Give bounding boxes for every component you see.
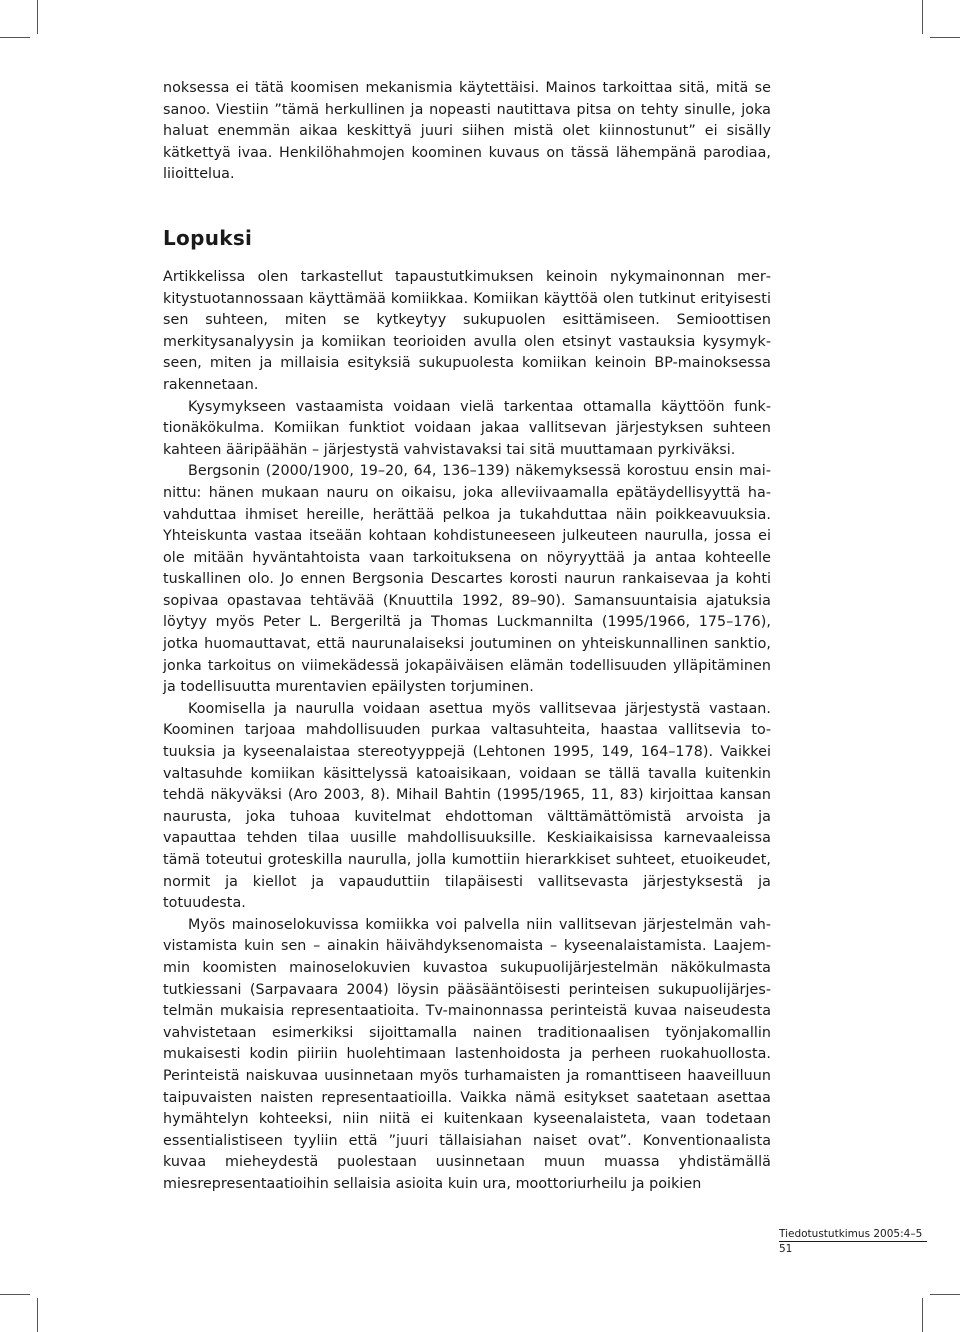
section-heading: Lopuksi	[163, 225, 253, 250]
crop-mark-right-bottom	[930, 1294, 960, 1295]
crop-mark-left-bottom	[0, 1294, 30, 1295]
crop-mark-left-top	[0, 37, 30, 38]
crop-mark-bottom-right	[922, 1298, 923, 1332]
paragraph-3: Bergsonin (2000/1900, 19–20, 64, 136–139) näkemyksessä korostuu ensin mainittu: hänen mukaan nauru on oikaisu, joka alleviivaamalla epätäydellisyyttä havahduttaa ihmiset hereille, herättää pelkoa ja tukahduttaa näin poikkeavuuksia. Yhteiskunta vastaa itseään kohtaan kohdistuneeseen julkeuteen naurulla, jossa ei ole mitään hyväntahtoista vaan tarkoituksena on nöyryyttää ja antaa kohteelle tuskallinen olo. Jo ennen Bergsonia Descartes korosti naurun rankaisevaa ja kohti sopivaa opastavaa tehtävää (Knuuttila 1992, 89–90). Samansuuntaisia ajatuksia löytyy myös Peter L. Bergeriltä ja Thomas Luckmannilta (1995/1966, 175–176), jotka huomauttavat, että naurunalaiseksi joutuminen on yhteiskunnallinen sanktio, jonka tarkoitus on viimekädessä jokapäiväisen elämän todellisuuden ylläpitäminen ja todellisuutta murentavien epäilysten torjuminen.	[163, 463, 771, 696]
journal-citation: Tiedotustutkimus 2005:4–5	[779, 1228, 927, 1242]
paragraph-1: Artikkelissa olen tarkastellut tapaustutkimuksen keinoin nykymainonnan merkitystuotannossaan käyttämää komiikkaa. Komiikan käyttöä olen tutkinut erityisesti sen suhteen, miten se kytkeytyy sukupuolen esittämiseen. Semioottisen merkitysanalyysin ja komiikan teorioiden avulla olen etsinyt vastauksia kysymykseen, miten ja millaisia esityksiä sukupuolesta komiikan keinoin BP-mainoksessa rakennetaan.	[163, 268, 771, 393]
paragraph-continued: noksessa ei tätä koomisen mekanismia käytettäisi. Mainos tarkoittaa sitä, mitä se sanoo. Viestiin ”tämä herkullinen ja nopeasti nautittava pitsa on tehty sinulle, joka haluat enemmän aikaa keskittyä juuri siihen mistä olet kiinnostunut” ei sisälly kätkettyä ivaa. Henkilöhahmojen koominen kuvaus on tässä lähempänä parodiaa, liioittelua.	[163, 80, 771, 183]
crop-mark-right-top	[930, 37, 960, 38]
page-number: 51	[779, 1243, 793, 1255]
article-body	[163, 78, 771, 1196]
crop-mark-bottom-left	[37, 1298, 38, 1332]
paragraph-4: Koomisella ja naurulla voidaan asettua myös vallitsevaa järjestystä vastaan. Koominen tarjoaa mahdollisuuden purkaa valtasuhteita, haastaa vallitsevia totuuksia ja kyseenalaistaa stereotyyppejä (Lehtonen 1995, 149, 164–178). Vaikkei valtasuhde komiikan käsittelyssä katoaisikaan, voidaan se tällä tavalla kuitenkin tehdä näkyväksi (Aro 2003, 8). Mihail Bahtin (1995/1965, 11, 83) kirjoittaa kansan naurusta, joka tuhoaa kuvitelmat ehdottoman välttämättömistä arvoista ja vapauttaa tehden tilaa uusille mahdollisuuksille. Keskiaikaisissa karnevaaleissa tämä toteutui groteskilla naurulla, jolla kumottiin hierarkkiset suhteet, etuoikeudet, normit ja kiellot ja vapauduttiin tilapäisesti vallitsevasta järjestyksestä ja totuudesta.	[163, 700, 771, 912]
paragraph-2: Kysymykseen vastaamista voidaan vielä tarkentaa ottamalla käyttöön funktionäkökulma. Komiikan funktiot voidaan jakaa vallitsevan järjestyksen suhteen kahteen ääripäähän – järjestystä vahvistavaksi tai sitä muuttamaan pyrkiväksi.	[163, 398, 771, 458]
paragraph-5: Myös mainoselokuvissa komiikka voi palvella niin vallitsevan järjestelmän vahvistamista kuin sen – ainakin häivähdyksenomaista – kyseenalaistamista. Laajemmin koomisten mainoselokuvien kuvastoa sukupuolijärjestelmän näkökulmasta tutkiessani (Sarpavaara 2004) löysin pääsääntöisesti perinteisen sukupuolijärjestelmän mukaisia representaatioita. Tv-mainonnassa perinteistä kuvaa naiseudesta vahvistetaan esimerkiksi sijoittamalla nainen traditionaalisen työnjakomallin mukaisesti kodin piiriin huolehtimaan lastenhoidosta ja perheen ruokahuollosta. Perinteistä naiskuvaa uusinnetaan myös turhamaisten ja romanttiseen haaveilluun taipuvaisten naisten representaatioilla. Vaikka nämä esitykset saatetaan asettaa hymähtelyn kohteeksi, niin niitä ei kuitenkaan kyseenalaisteta, vaan todetaan essentialistiseen tyyliin että ”juuri tällaisiahan naiset ovat”. Konventionaalista kuvaa mieheydestä puolestaan uusinnetaan muun muassa yhdistämällä miesrepresentaatioihin sellaisia asioita kuin ura, moottoriurheilu ja poikien	[163, 916, 771, 1192]
crop-mark-top-right	[922, 0, 923, 34]
page-footer	[779, 1228, 927, 1255]
crop-mark-top-left	[37, 0, 38, 34]
